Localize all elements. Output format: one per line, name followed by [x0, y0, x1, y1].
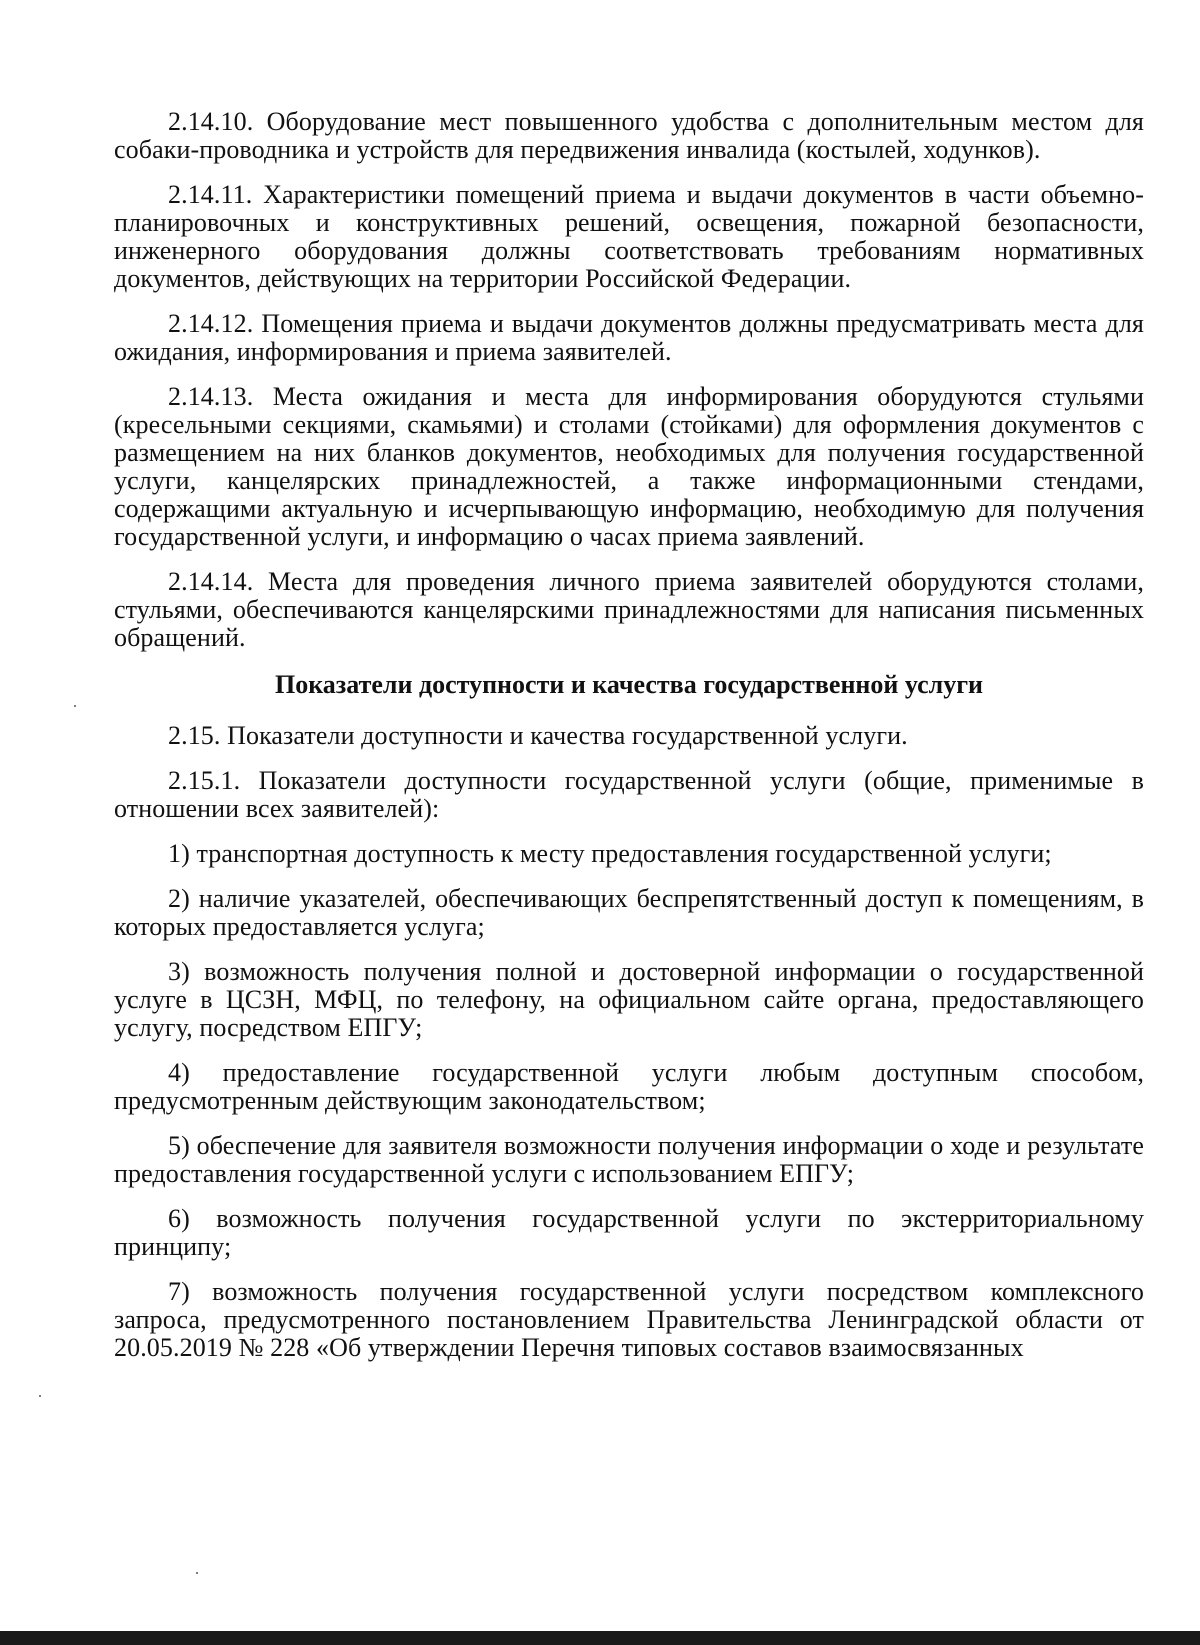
paragraph-2-14-11: 2.14.11. Характеристики помещений приема и выдачи документов в части объемно-планировочных и конструктивных решений, освещения, пожарной безопасности, инженерного оборудования должны соответствовать требованиям нормативных документов, действующих на территории Российской Федерации. [114, 180, 1144, 293]
paragraph-2-14-14: 2.14.14. Места для проведения личного приема заявителей оборудуются столами, стульями, обеспечиваются канцелярскими принадлежностями для написания письменных обращений. [114, 567, 1144, 652]
paragraph-2-14-12: 2.14.12. Помещения приема и выдачи документов должны предусматривать места для ожидания, информирования и приема заявителей. [114, 309, 1144, 366]
document-page [114, 108, 1144, 1379]
list-item-7: 7) возможность получения государственной услуги посредством комплексного запроса, предусмотренного постановлением Правительства Ленинградской области от 20.05.2019 № 228 «Об утверждении Перечня типовых составов взаимосвязанных [114, 1277, 1144, 1362]
list-item-3: 3) возможность получения полной и достоверной информации о государственной услуге в ЦСЗН, МФЦ, по телефону, на официальном сайте органа, предоставляющего услугу, посредством ЕПГУ; [114, 957, 1144, 1042]
scan-speck [39, 1395, 41, 1397]
paragraph-2-14-13: 2.14.13. Места ожидания и места для информирования оборудуются стульями (кресельными секциями, скамьями) и столами (стойками) для оформления документов с размещением на них бланков документов, необходимых для получения государственной услуги, канцелярских принадлежностей, а также информационными стендами, содержащими актуальную и исчерпывающую информацию, необходимую для получения государственной услуги, и информацию о часах приема заявлений. [114, 382, 1144, 551]
list-item-1: 1) транспортная доступность к месту предоставления государственной услуги; [168, 839, 1052, 868]
paragraph-2-14-10: 2.14.10. Оборудование мест повышенного удобства с дополнительным местом для собаки-проводника и устройств для передвижения инвалида (костылей, ходунков). [114, 107, 1144, 164]
list-item-2: 2) наличие указателей, обеспечивающих беспрепятственный доступ к помещениям, в которых предоставляется услуга; [114, 884, 1144, 941]
scan-speck [74, 705, 76, 707]
scan-speck [196, 1572, 198, 1574]
paragraph-2-15: 2.15. Показатели доступности и качества государственной услуги. [168, 721, 908, 750]
paragraph-2-15-1: 2.15.1. Показатели доступности государственной услуги (общие, применимые в отношении всех заявителей): [114, 766, 1144, 823]
scan-bottom-edge [0, 1631, 1200, 1645]
list-item-5: 5) обеспечение для заявителя возможности получения информации о ходе и результате предоставления государственной услуги с использованием ЕПГУ; [114, 1131, 1144, 1188]
list-item-6: 6) возможность получения государственной услуги по экстерриториальному принципу; [114, 1204, 1144, 1261]
list-item-4: 4) предоставление государственной услуги любым доступным способом, предусмотренным действующим законодательством; [114, 1058, 1144, 1115]
section-heading: Показатели доступности и качества государственной услуги [274, 670, 984, 699]
